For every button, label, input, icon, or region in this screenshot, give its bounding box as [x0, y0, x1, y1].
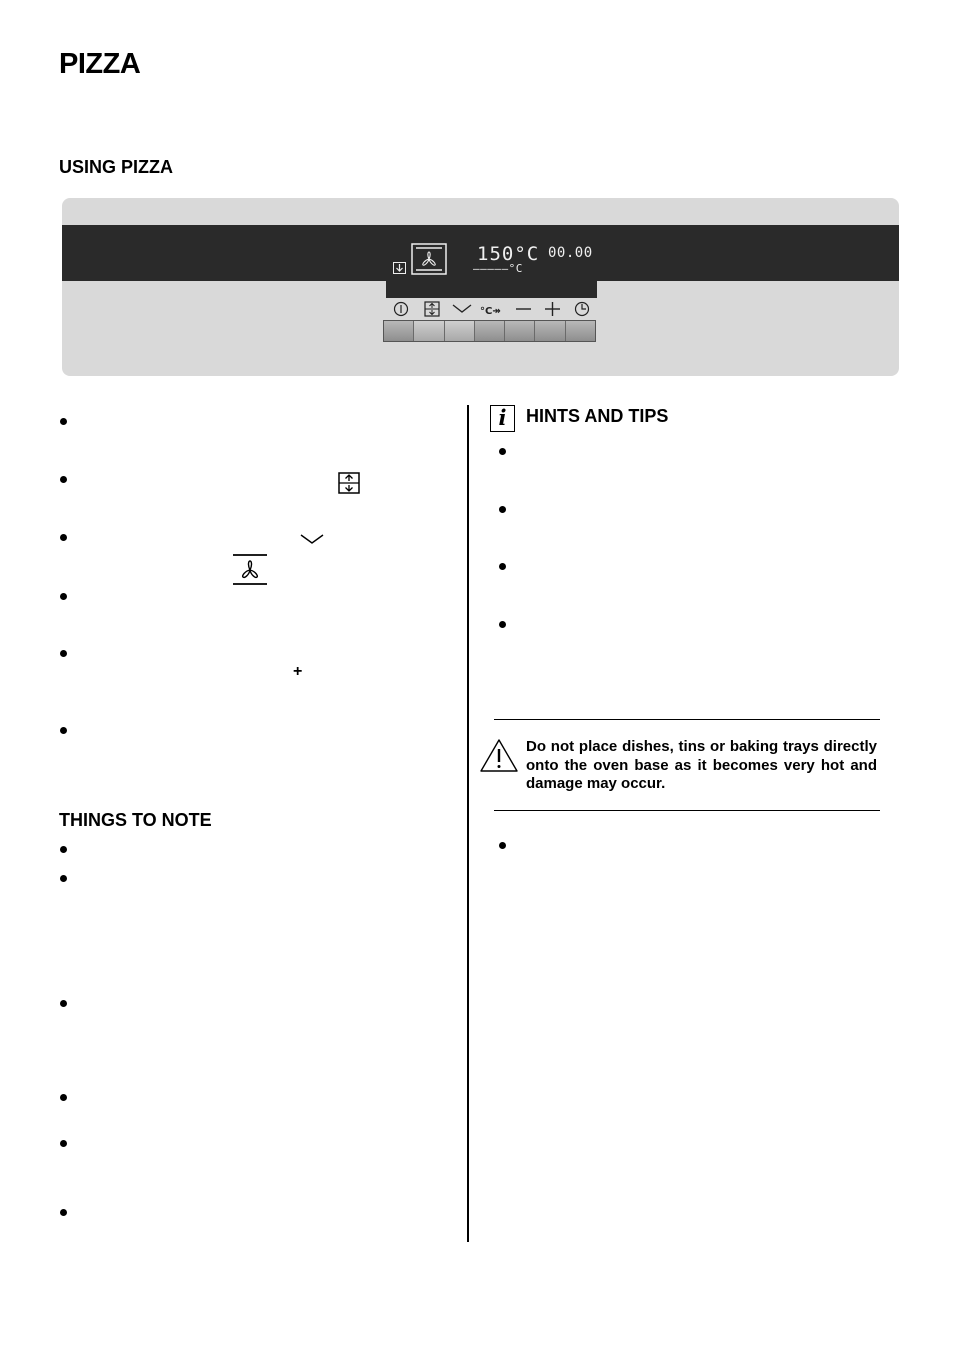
set-temperature-marker: –––––°C [473, 262, 523, 275]
list-item-bullet [60, 593, 67, 600]
warning-text: Do not place dishes, tins or baking trays directly onto the oven base as it becomes very hot and damage may occur. [526, 738, 877, 792]
pizza-fan-function-icon [232, 553, 268, 586]
warning-rule-bottom [494, 810, 880, 811]
list-item-bullet [499, 448, 506, 455]
pizza-fan-function-icon [411, 243, 447, 275]
rapid-heat-indicator-icon [393, 262, 407, 275]
power-button[interactable] [384, 321, 414, 341]
list-item-bullet [60, 476, 67, 483]
display-tab [386, 281, 597, 298]
list-item-bullet [499, 506, 506, 513]
function-button[interactable] [414, 321, 444, 341]
select-down-button[interactable] [445, 321, 475, 341]
section-heading-hints-and-tips: HINTS AND TIPS [526, 406, 669, 426]
list-item-bullet [60, 1209, 67, 1216]
chevron-down-icon [453, 305, 471, 312]
minus-button[interactable] [505, 321, 535, 341]
list-item-bullet [60, 875, 67, 882]
warning-triangle-icon [479, 738, 519, 773]
plus-icon: + [293, 663, 303, 680]
function-select-icon [425, 302, 439, 316]
temperature-display: 150°C [477, 243, 540, 265]
list-item-bullet [60, 846, 67, 853]
list-item-bullet [60, 1094, 67, 1101]
list-item-bullet [60, 650, 67, 657]
list-item-bullet [60, 534, 67, 541]
section-heading-using-pizza: USING PIZZA [59, 157, 174, 177]
panel-button-icons [386, 298, 597, 320]
clock-icon [576, 303, 589, 316]
column-divider [467, 405, 469, 1242]
list-item-bullet [60, 1000, 67, 1007]
list-item-bullet [499, 563, 506, 570]
list-item-bullet [499, 842, 506, 849]
list-item-bullet [60, 418, 67, 425]
list-item-bullet [60, 1140, 67, 1147]
page-title: PIZZA [59, 48, 141, 80]
fast-heat-icon: °C↠ [480, 306, 501, 317]
plus-icon [545, 302, 560, 316]
function-select-icon [338, 472, 360, 494]
chevron-down-icon [299, 532, 325, 546]
fast-heat-button[interactable] [475, 321, 505, 341]
list-item-bullet [499, 621, 506, 628]
list-item-bullet [60, 727, 67, 734]
plus-button[interactable] [535, 321, 565, 341]
time-display: 00.00 [548, 245, 593, 261]
warning-rule-top [494, 719, 880, 720]
clock-button[interactable] [566, 321, 595, 341]
section-heading-things-to-note: THINGS TO NOTE [59, 810, 212, 830]
panel-button-strip [383, 320, 596, 342]
info-icon: i [490, 405, 515, 432]
power-icon [395, 303, 408, 316]
